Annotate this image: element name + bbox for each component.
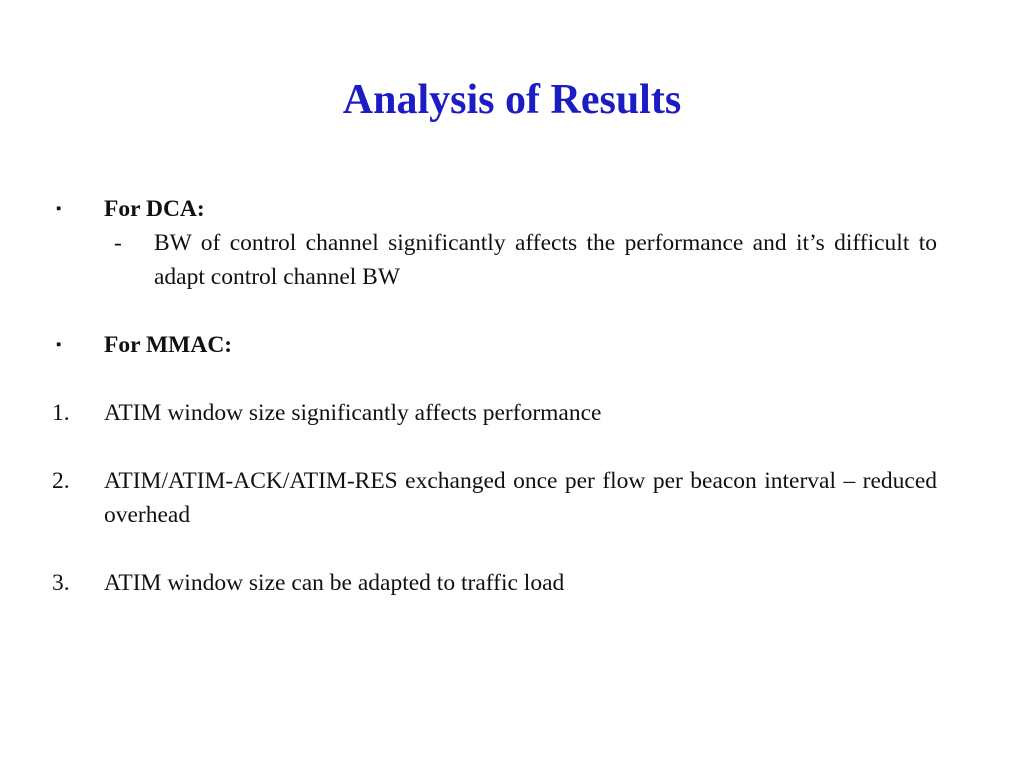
- dash-marker: -: [114, 230, 122, 256]
- section-mmac: [52, 328, 937, 362]
- square-bullet-icon: ▪: [56, 201, 62, 217]
- point-number: 3.: [52, 570, 70, 596]
- point-text: ATIM window size significantly affects performance: [104, 400, 602, 426]
- point-text: ATIM/ATIM-ACK/ATIM-RES exchanged once per flow per beacon interval – reduced overhead: [104, 468, 937, 528]
- section-mmac-heading: For MMAC:: [104, 332, 233, 358]
- dca-point: [104, 226, 937, 294]
- section-dca-heading: For DCA:: [104, 196, 205, 222]
- point-text: ATIM window size can be adapted to traffic load: [104, 570, 565, 596]
- square-bullet-icon: ▪: [56, 337, 62, 353]
- spacer: [52, 430, 937, 464]
- numbered-point-2: [52, 464, 937, 532]
- section-dca: [52, 192, 937, 294]
- numbered-point-3: [52, 566, 937, 600]
- point-number: 1.: [52, 400, 70, 426]
- spacer: [52, 362, 937, 396]
- spacer: [52, 532, 937, 566]
- dca-point-text: BW of control channel significantly affects the performance and it’s difficult to adapt control channel BW: [154, 230, 937, 290]
- point-number: 2.: [52, 468, 70, 494]
- spacer: [52, 294, 937, 328]
- slide-content: [52, 192, 937, 600]
- slide-title: Analysis of Results: [342, 77, 682, 123]
- numbered-point-1: [52, 396, 937, 430]
